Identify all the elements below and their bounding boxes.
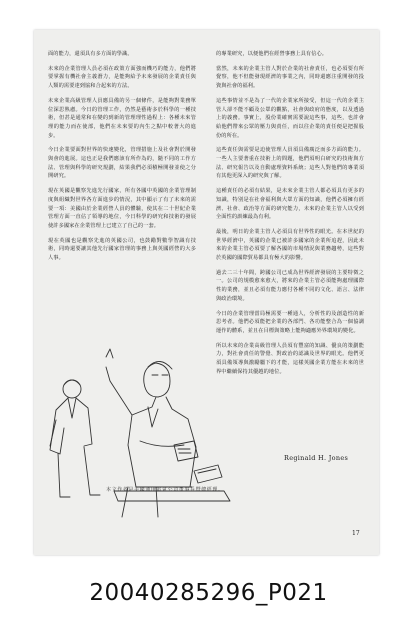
left-text-column (48, 50, 196, 269)
paragraph: 所以未來的企業高級管理人員須有豐富的知識、優良的策劃能力，對社會責任的警覺、對政治的認識及世界的眼光。他們更須具備領導與激勵屬下的才能，這樣英國企業方能在未來的世界中繼續保持其優越的地位。 (216, 342, 364, 375)
paragraph: 的專業研究，以便他們在經營事務上具有信心。 (216, 51, 328, 57)
paragraph: 現在英國也是觀察先進的英國公司，也鼓勵對數學智識有技術，同時還要讓其他先行國家管理的事務上與英國經營的大多人事。 (48, 237, 196, 262)
right-text-column (216, 50, 364, 383)
paragraph: 這些事情並不是為了一代的企業家所接受，但這一代的企業主管人卻不能不顧及公眾的觀點，社會與政府的態度，以及透過上的義務。事實上，股份業確實需要說這些事，這些，也許會給他們帶來公眾的壓力與責任，而以往企業的責任便是把握股份的所在。 (216, 97, 364, 139)
document-page (34, 30, 379, 555)
paragraph: 這種責任的必須有結果，是未來企業主管人都必須具有更多的知識，特別是在社會福利與大眾方面的知識，他們必須擁有經濟、社會、政治等方面的研究能力，未來的企業主管人以受到全面性的訓練最為有利。 (216, 188, 364, 221)
document-id-caption: 20040285296_P021 (89, 580, 328, 606)
author-signature: Reginald H. Jones (284, 454, 349, 462)
paragraph: 未來的企業管理人員必須在政策方面強而機巧的能力，他們將要掌握有機社會主義潛力，是能夠給予未來發展的企業責任與人類的需要達到協和合起來的方法。 (48, 65, 196, 90)
paragraph: 面的能力，還須具有多方面的學識。 (48, 51, 133, 57)
paragraph: 最後，明日的企業主管人必須具有世界性的眼光。在本世紀的世界經濟中，英國的企業已被許多國家的企業所追趕，因此未來的企業主管必須要了解各國的市場情況與業務趨勢，這些對於英國的國際貿易都具有極大的影響。 (216, 228, 364, 262)
page-number: 17 (352, 530, 360, 537)
paragraph: 現在英國是觀察先進先行國家，所有各國中英國的企業管理制度與組織對世界各方面進步的情況，其中顯示了有了未來的需要一項：美國由於企業經營人員的體驗，使其在二十世紀企業管理方面一直佔了領導的地位，今日科學的研究和技術的發展使許多國家在企業管理上已建立了自己的一套。 (48, 188, 196, 229)
paragraph: 今日企業要面對世界的快速變化，管理措施上及社會對於開發與會的進展。這也正是我們應該有所作為的，隨不同的工作方法、管理與科學的研究規劃，結果我們必須積極開發並使之分開研究。 (48, 147, 196, 180)
paragraph: 過去二三十年間，跨國公司已成為世界經濟發展的主要特徵之一。公司的規模愈來愈大，將來的企業主管必須能夠處理國際性的業務，並且必須有能力應付各種不同的文化、語言、法律與政治環境。 (216, 269, 364, 302)
paragraph: 未來企業高級管理人員應具備的另一個條件，是能夠對業務單位深思熟慮。今日的管理工作，仍然是藝術多於科學的一種技術，但甚是通常和在變的到新的管理理性過程上：各種未來管理的能力而在使部，他們在未來要的內生之點中較著大的進步。 (48, 97, 196, 139)
paragraph: 今日的企業管理當局極需要一種通人，分析性的及創造性的新思考者。他們必須能把企業的各部門、各功能整合為一個協調運作的體系，並且在目標與策略上能夠適應外界環境的變化。 (216, 310, 364, 334)
paragraph: 當然，未來的企業主管人對於企業的社會責任，也必須要有所覺察，他不但能發現經濟的事業之內，同時還應注重開發的投資與社會的福利。 (216, 65, 364, 90)
paragraph: 這些責任與需要是迫使管理人員須具備廣泛而多方面的能力。一些人主要著重在技術上的問題，他們須明白研究的技術與方法、研究報告以及自動處理資料系統；這些人對他們的專業須有其他更深入的研究與了解。 (216, 147, 364, 180)
footnote: 本文作者是美國通用電氣公司董事長暨總經理。 (106, 487, 224, 493)
business-people-illustration (44, 345, 234, 525)
